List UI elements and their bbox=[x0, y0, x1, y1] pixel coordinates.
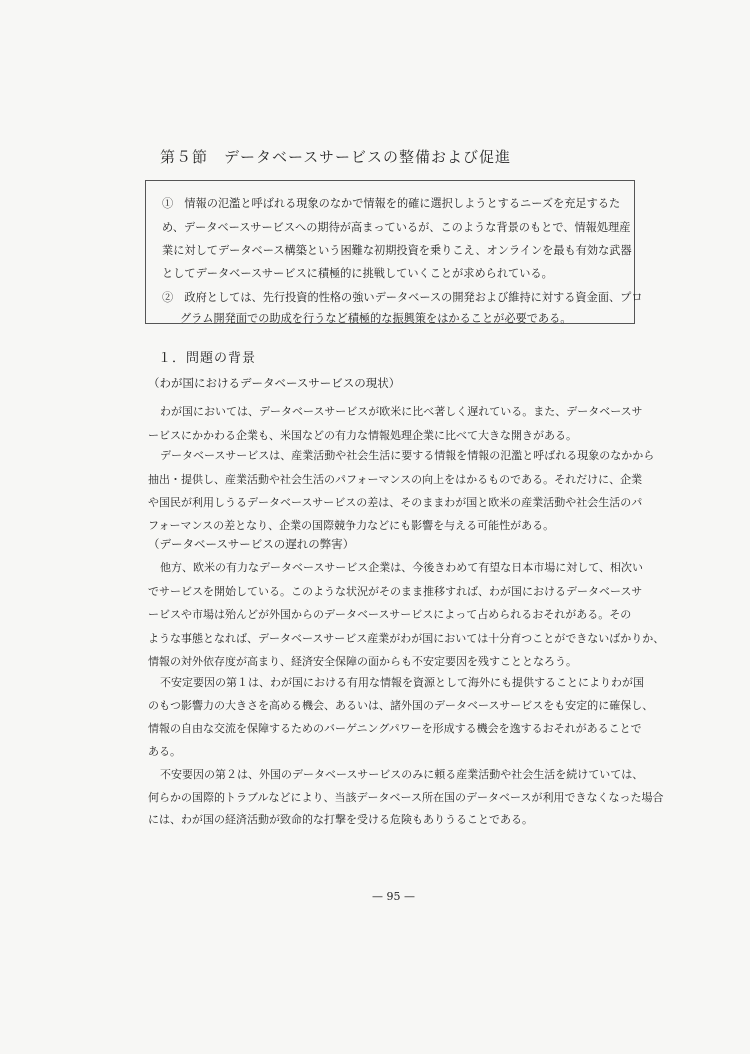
summary-line: 業に対してデータベース構築という困難な初期投資を乗りこえ、オンラインを最も有効な武器 bbox=[162, 244, 632, 257]
summary-line: としてデータベースサービスに積極的に挑戦していくことが求められている。 bbox=[162, 267, 553, 280]
summary-box bbox=[145, 180, 643, 325]
body-line: ービスにかかわる企業も、米国などの有力な情報処理企業に比べて大きな開きがある。 bbox=[148, 429, 577, 442]
subheading-adverse-effects: （データベースサービスの遅れの弊害） bbox=[148, 537, 355, 551]
body-line: 抽出・提供し、産業活動や社会生活のパフォーマンスの向上をはかるものである。それだけに、企業 bbox=[148, 473, 643, 486]
body-line: ある。 bbox=[148, 745, 181, 758]
body-line: ような事態となれば、データベースサービス産業がわが国においては十分育つことができないばかりか、 bbox=[148, 632, 665, 645]
body-line: データベースサービスは、産業活動や社会生活に要する情報を情報の氾濫と呼ばれる現象のなかから bbox=[160, 449, 655, 462]
body-line: ービスや市場は殆んどが外国からのデータベースサービスによって占められるおそれがある。その bbox=[148, 608, 632, 621]
body-line: のもつ影響力の大きさを高める機会、あるいは、諸外国のデータベースサービスをも安定的に確保し、 bbox=[148, 699, 654, 712]
section-title: 第５節 データベースサービスの整備および促進 bbox=[160, 148, 511, 166]
body-line: 情報の対外依存度が高まり、経済安全保障の面からも不安定要因を残すこととなろう。 bbox=[148, 655, 577, 668]
heading-problem-background: １．問題の背景 bbox=[158, 351, 257, 366]
body-line: わが国においては、データベースサービスが欧米に比べ著しく遅れている。また、データベースサ bbox=[160, 405, 643, 418]
body-line: 不安要因の第２は、外国のデータベースサービスのみに頼る産業活動や社会生活を続けていては、 bbox=[160, 768, 644, 781]
summary-line: め、データベースサービスへの期待が高まっているが、このような背景のもとで、情報処理産 bbox=[162, 221, 631, 234]
body-line: 不安定要因の第１は、わが国における有用な情報を資源として海外にも提供することによりわが国 bbox=[160, 676, 644, 689]
body-line: でサービスを開始している。このような状況がそのまま推移すれば、わが国におけるデータベースサ bbox=[148, 585, 643, 598]
body-line: 情報の自由な交流を保障するためのバーゲニングパワーを形成する機会を逸するおそれがあることで bbox=[148, 722, 642, 735]
body-line: 他方、欧米の有力なデータベースサービス企業は、今後きわめて有望な日本市場に対して、相次い bbox=[160, 561, 644, 574]
page-number: — 95 — bbox=[372, 890, 415, 903]
subheading-current-status: （わが国におけるデータベースサービスの現状） bbox=[148, 376, 401, 390]
summary-line: ② 政府としては、先行投資的性格の強いデータベースの開発および維持に対する資金面、プロ bbox=[162, 291, 643, 304]
summary-line: ① 情報の氾濫と呼ばれる現象のなかで情報を的確に選択しようとするニーズを充足するた bbox=[162, 197, 621, 210]
body-line: や国民が利用しうるデータベースサービスの差は、そのままわが国と欧米の産業活動や社会生活のパ bbox=[148, 496, 643, 509]
summary-line: グラム開発面での助成を行うなど積極的な振興策をはかることが必要である。 bbox=[180, 312, 572, 325]
body-line: には、わが国の経済活動が致命的な打撃を受ける危険もありうることである。 bbox=[148, 813, 533, 826]
body-line: 何らかの国際的トラブルなどにより、当該データベース所在国のデータベースが利用できなくなった場合 bbox=[148, 791, 664, 804]
body-line: フォーマンスの差となり、企業の国際競争力などにも影響を与える可能性がある。 bbox=[148, 519, 555, 532]
